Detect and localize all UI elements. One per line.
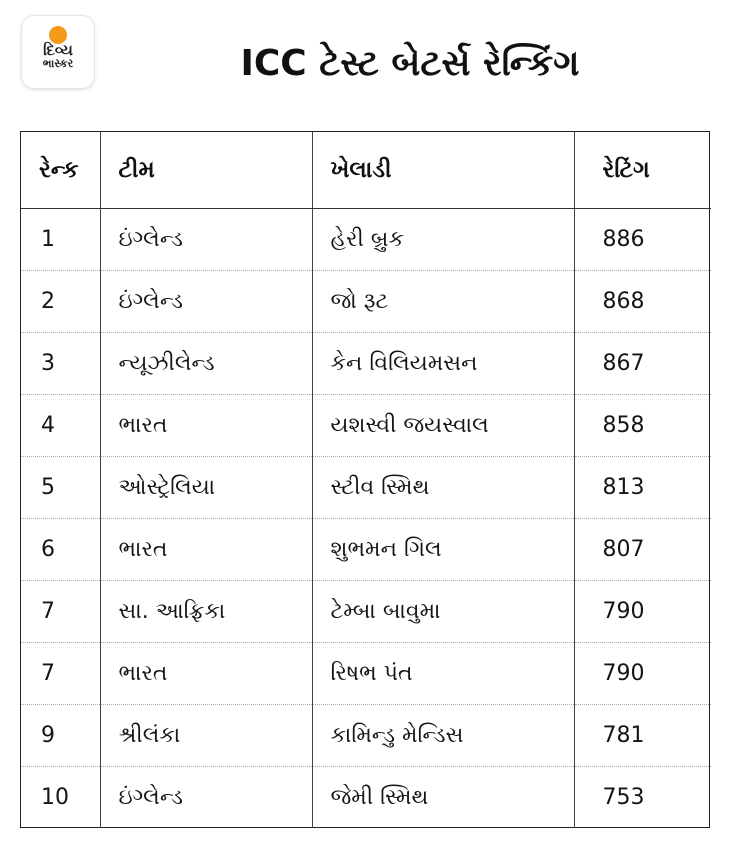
rating-cell: 790 bbox=[574, 580, 711, 642]
table-row bbox=[21, 456, 711, 518]
logo-line1: દિવ્ય bbox=[43, 41, 73, 59]
player-cell: હેરી બ્રુક bbox=[312, 208, 574, 270]
team-cell: ભારત bbox=[100, 394, 312, 456]
table-row bbox=[21, 394, 711, 456]
rank-cell: 3 bbox=[21, 332, 100, 394]
table-row bbox=[21, 270, 711, 332]
table-row bbox=[21, 766, 711, 828]
table-row bbox=[21, 642, 711, 704]
rank-cell: 5 bbox=[21, 456, 100, 518]
header-rank: રેન્ક bbox=[21, 132, 100, 208]
rating-cell: 781 bbox=[574, 704, 711, 766]
rating-cell: 807 bbox=[574, 518, 711, 580]
logo-line2: ભાસ્કર bbox=[42, 57, 74, 70]
team-cell: શ્રીલંકા bbox=[100, 704, 312, 766]
rank-cell: 2 bbox=[21, 270, 100, 332]
team-cell: ભારત bbox=[100, 518, 312, 580]
player-cell: જો રૂટ bbox=[312, 270, 574, 332]
team-cell: ઇંગ્લેન્ડ bbox=[100, 766, 312, 828]
rating-cell: 868 bbox=[574, 270, 711, 332]
page-title: ICC ટેસ્ટ બેટર્સ રેન્કિંગ bbox=[240, 43, 580, 84]
table-row bbox=[21, 332, 711, 394]
player-cell: શુભમન ગિલ bbox=[312, 518, 574, 580]
team-cell: ઇંગ્લેન્ડ bbox=[100, 270, 312, 332]
player-cell: ટેમ્બા બાવુમા bbox=[312, 580, 574, 642]
team-cell: ઇંગ્લેન્ડ bbox=[100, 208, 312, 270]
rating-cell: 753 bbox=[574, 766, 711, 828]
rating-cell: 858 bbox=[574, 394, 711, 456]
rating-cell: 867 bbox=[574, 332, 711, 394]
player-cell: સ્ટીવ સ્મિથ bbox=[312, 456, 574, 518]
table-row bbox=[21, 704, 711, 766]
team-cell: ઓસ્ટ્રેલિયા bbox=[100, 456, 312, 518]
rating-cell: 813 bbox=[574, 456, 711, 518]
rating-cell: 790 bbox=[574, 642, 711, 704]
rank-cell: 7 bbox=[21, 580, 100, 642]
rankings-table bbox=[20, 131, 710, 828]
player-cell: કામિન્ડુ મેન્ડિસ bbox=[312, 704, 574, 766]
header-team: ટીમ bbox=[100, 132, 312, 208]
table-row bbox=[21, 580, 711, 642]
team-cell: ભારત bbox=[100, 642, 312, 704]
rank-cell: 4 bbox=[21, 394, 100, 456]
rating-cell: 886 bbox=[602, 226, 645, 252]
player-cell: યશસ્વી જયસ્વાલ bbox=[312, 394, 574, 456]
header-rating: રેટિંગ bbox=[574, 132, 711, 208]
rank-cell: 9 bbox=[21, 704, 100, 766]
rank-cell: 10 bbox=[21, 766, 100, 828]
table-header-row bbox=[21, 132, 711, 208]
player-cell: કેન વિલિયમસન bbox=[312, 332, 574, 394]
brand-logo bbox=[22, 16, 94, 88]
rank-cell: 6 bbox=[21, 518, 100, 580]
header-player: ખેલાડી bbox=[312, 132, 574, 208]
player-cell: રિષભ પંત bbox=[312, 642, 574, 704]
table-row bbox=[21, 518, 711, 580]
rank-cell: 1 bbox=[21, 208, 100, 270]
table-row bbox=[21, 208, 711, 270]
team-cell: ન્યૂઝીલેન્ડ bbox=[100, 332, 312, 394]
team-cell: સા. આફ્રિકા bbox=[100, 580, 312, 642]
player-cell: જેમી સ્મિથ bbox=[312, 766, 574, 828]
rank-cell: 7 bbox=[21, 642, 100, 704]
